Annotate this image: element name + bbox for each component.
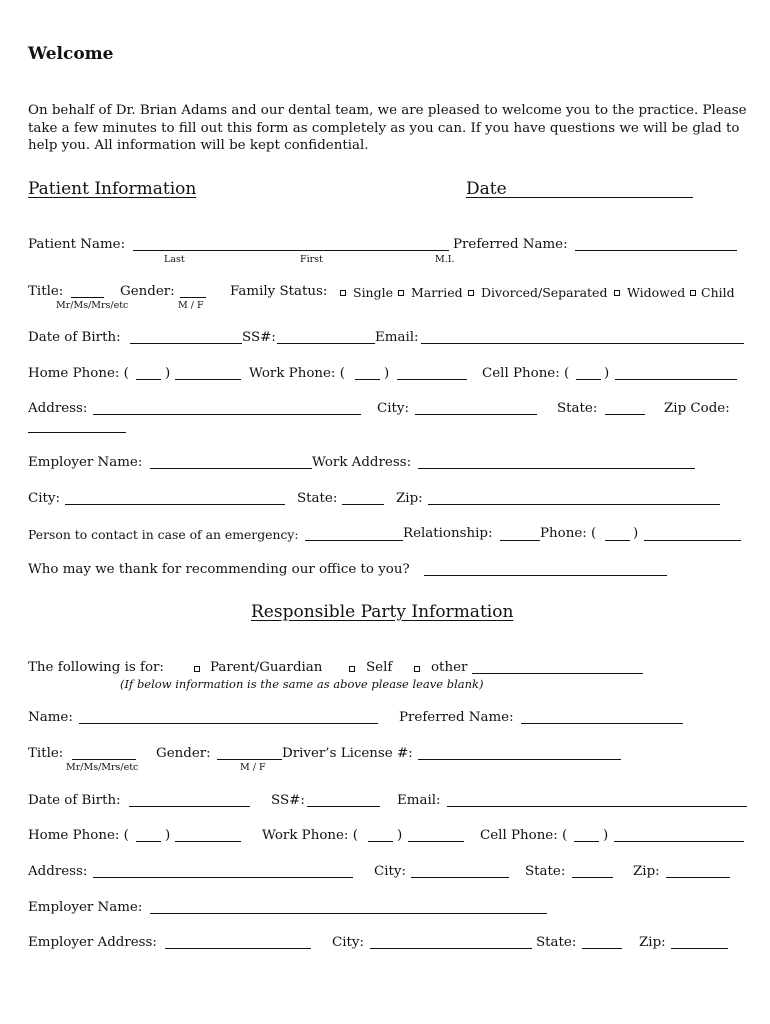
work-address-label: Work Address: bbox=[312, 455, 412, 470]
rp-zip-label: Zip: bbox=[633, 864, 660, 879]
rp-cell-phone-field[interactable] bbox=[614, 841, 744, 842]
relationship-label: Relationship: bbox=[403, 526, 493, 541]
rp-employer-address-field[interactable] bbox=[165, 948, 311, 949]
widowed-option: Widowed bbox=[627, 285, 686, 300]
work-phone-area-field[interactable] bbox=[355, 379, 380, 380]
date-label: Date bbox=[466, 179, 507, 199]
rp-address-label: Address: bbox=[28, 864, 88, 879]
address-label: Address: bbox=[28, 401, 88, 416]
other-field[interactable] bbox=[472, 673, 643, 674]
rp-address-field[interactable] bbox=[93, 877, 353, 878]
gender-field[interactable] bbox=[180, 297, 206, 298]
preferred-name-field[interactable] bbox=[575, 250, 737, 251]
emergency-phone-area-field[interactable] bbox=[605, 540, 630, 541]
emergency-phone-field[interactable] bbox=[644, 540, 741, 541]
rp-title-field[interactable] bbox=[72, 759, 136, 760]
rp-cell-phone-paren: ) bbox=[603, 828, 609, 843]
gender-label: Gender: bbox=[120, 284, 175, 299]
rp-cell-phone-label: Cell Phone: ( bbox=[480, 828, 568, 843]
rp-work-phone-label: Work Phone: ( bbox=[262, 828, 358, 843]
work-phone-field[interactable] bbox=[397, 379, 467, 380]
referral-field[interactable] bbox=[424, 575, 667, 576]
patient-info-heading: Patient Information bbox=[28, 179, 197, 199]
cell-phone-paren: ) bbox=[604, 366, 610, 381]
home-phone-field[interactable] bbox=[175, 379, 241, 380]
rp-drivers-license-field[interactable] bbox=[418, 759, 621, 760]
emergency-phone-label: Phone: ( bbox=[540, 526, 597, 541]
rp-home-phone-area-field[interactable] bbox=[136, 841, 161, 842]
city-field[interactable] bbox=[415, 414, 537, 415]
family-status-label: Family Status: bbox=[230, 284, 328, 299]
dob-label: Date of Birth: bbox=[28, 330, 121, 345]
divorced-option: Divorced/Separated bbox=[481, 285, 608, 300]
rp-employer-name-field[interactable] bbox=[150, 913, 547, 914]
rp-dob-field[interactable] bbox=[129, 806, 250, 807]
emergency-contact-label: Person to contact in case of an emergency: bbox=[28, 527, 299, 542]
work-phone-label: Work Phone: ( bbox=[249, 366, 345, 381]
page-title: Welcome bbox=[28, 44, 114, 64]
employer-state-field[interactable] bbox=[342, 504, 384, 505]
referral-label: Who may we thank for recommending our office to you? bbox=[28, 562, 410, 577]
rp-employer-name-label: Employer Name: bbox=[28, 900, 143, 915]
ss-field[interactable] bbox=[277, 343, 375, 344]
rp-employer-zip-field[interactable] bbox=[671, 948, 728, 949]
employer-name-field[interactable] bbox=[150, 468, 312, 469]
rp-gender-label: Gender: bbox=[156, 746, 211, 761]
rp-work-phone-paren: ) bbox=[397, 828, 403, 843]
rp-employer-state-field[interactable] bbox=[582, 948, 622, 949]
rp-preferred-name-label: Preferred Name: bbox=[399, 710, 514, 725]
rp-dob-label: Date of Birth: bbox=[28, 793, 121, 808]
work-address-field[interactable] bbox=[418, 468, 695, 469]
same-info-note: (If below information is the same as above please leave blank) bbox=[120, 677, 484, 691]
rp-cell-phone-area-field[interactable] bbox=[574, 841, 599, 842]
widowed-checkbox[interactable] bbox=[614, 290, 620, 296]
rp-work-phone-field[interactable] bbox=[408, 841, 464, 842]
state-label: State: bbox=[557, 401, 598, 416]
cell-phone-label: Cell Phone: ( bbox=[482, 366, 570, 381]
address-field[interactable] bbox=[93, 414, 361, 415]
employer-name-label: Employer Name: bbox=[28, 455, 143, 470]
mi-caption: M.I. bbox=[435, 254, 455, 265]
first-caption: First bbox=[300, 254, 323, 265]
title-field[interactable] bbox=[71, 297, 104, 298]
rp-employer-address-label: Employer Address: bbox=[28, 935, 157, 950]
single-option: Single bbox=[353, 285, 394, 300]
home-phone-label: Home Phone: ( bbox=[28, 366, 129, 381]
emergency-contact-field[interactable] bbox=[305, 540, 403, 541]
relationship-field[interactable] bbox=[500, 540, 540, 541]
following-for-label: The following is for: bbox=[28, 660, 164, 675]
other-checkbox[interactable] bbox=[414, 666, 420, 672]
employer-state-label: State: bbox=[297, 491, 338, 506]
dob-field[interactable] bbox=[130, 343, 242, 344]
rp-zip-field[interactable] bbox=[666, 877, 730, 878]
parent-guardian-checkbox[interactable] bbox=[194, 666, 200, 672]
rp-email-field[interactable] bbox=[447, 806, 747, 807]
rp-preferred-name-field[interactable] bbox=[521, 723, 683, 724]
rp-name-label: Name: bbox=[28, 710, 73, 725]
responsible-party-heading: Responsible Party Information bbox=[251, 602, 514, 622]
child-checkbox[interactable] bbox=[690, 290, 696, 296]
rp-employer-state-label: State: bbox=[536, 935, 577, 950]
married-option: Married bbox=[411, 285, 463, 300]
rp-drivers-license-label: Driver’s License #: bbox=[282, 746, 413, 761]
title-label: Title: bbox=[28, 284, 64, 299]
city-label: City: bbox=[377, 401, 409, 416]
rp-work-phone-area-field[interactable] bbox=[368, 841, 393, 842]
rp-title-hint: Mr/Ms/Mrs/etc bbox=[66, 762, 139, 773]
cell-phone-field[interactable] bbox=[615, 379, 737, 380]
date-field[interactable] bbox=[466, 197, 693, 198]
title-hint: Mr/Ms/Mrs/etc bbox=[56, 300, 129, 311]
patient-name-field[interactable] bbox=[133, 250, 449, 251]
married-checkbox[interactable] bbox=[398, 290, 404, 296]
rp-employer-zip-label: Zip: bbox=[639, 935, 666, 950]
ss-label: SS#: bbox=[242, 330, 276, 345]
employer-city-field[interactable] bbox=[65, 504, 285, 505]
rp-ss-label: SS#: bbox=[271, 793, 305, 808]
rp-gender-field[interactable] bbox=[217, 759, 282, 760]
preferred-name-label: Preferred Name: bbox=[453, 237, 568, 252]
employer-zip-field[interactable] bbox=[428, 504, 720, 505]
rp-email-label: Email: bbox=[397, 793, 441, 808]
zip-code-label: Zip Code: bbox=[664, 401, 730, 416]
employer-city-label: City: bbox=[28, 491, 60, 506]
rp-title-label: Title: bbox=[28, 746, 64, 761]
divorced-checkbox[interactable] bbox=[468, 290, 474, 296]
rp-home-phone-paren: ) bbox=[165, 828, 171, 843]
other-option: other bbox=[431, 660, 468, 675]
self-checkbox[interactable] bbox=[349, 666, 355, 672]
rp-ss-field[interactable] bbox=[307, 806, 380, 807]
rp-city-field[interactable] bbox=[411, 877, 509, 878]
last-caption: Last bbox=[164, 254, 185, 265]
rp-home-phone-label: Home Phone: ( bbox=[28, 828, 129, 843]
email-label: Email: bbox=[375, 330, 419, 345]
gender-hint: M / F bbox=[178, 300, 204, 311]
home-phone-paren: ) bbox=[165, 366, 171, 381]
intro-paragraph: On behalf of Dr. Brian Adams and our dental team, we are pleased to welcome you to the practice. Please take a few minutes to fill out this form as completely as you can. If you have questions we will be glad to help you. All information will be kept confidential. bbox=[28, 103, 747, 153]
employer-zip-label: Zip: bbox=[396, 491, 423, 506]
work-phone-paren: ) bbox=[384, 366, 390, 381]
rp-name-field[interactable] bbox=[79, 723, 378, 724]
rp-home-phone-field[interactable] bbox=[175, 841, 241, 842]
emergency-phone-paren: ) bbox=[633, 526, 639, 541]
single-checkbox[interactable] bbox=[340, 290, 346, 296]
self-option: Self bbox=[366, 660, 393, 675]
rp-state-field[interactable] bbox=[572, 877, 613, 878]
rp-employer-city-field[interactable] bbox=[370, 948, 532, 949]
home-phone-area-field[interactable] bbox=[136, 379, 161, 380]
patient-name-label: Patient Name: bbox=[28, 237, 126, 252]
rp-city-label: City: bbox=[374, 864, 406, 879]
rp-gender-hint: M / F bbox=[240, 762, 266, 773]
rp-state-label: State: bbox=[525, 864, 566, 879]
rp-employer-city-label: City: bbox=[332, 935, 364, 950]
cell-phone-area-field[interactable] bbox=[576, 379, 601, 380]
email-field[interactable] bbox=[421, 343, 744, 344]
parent-guardian-option: Parent/Guardian bbox=[210, 660, 323, 675]
zip-code-field[interactable] bbox=[28, 432, 126, 433]
child-option: Child bbox=[701, 285, 735, 300]
state-field[interactable] bbox=[605, 414, 645, 415]
